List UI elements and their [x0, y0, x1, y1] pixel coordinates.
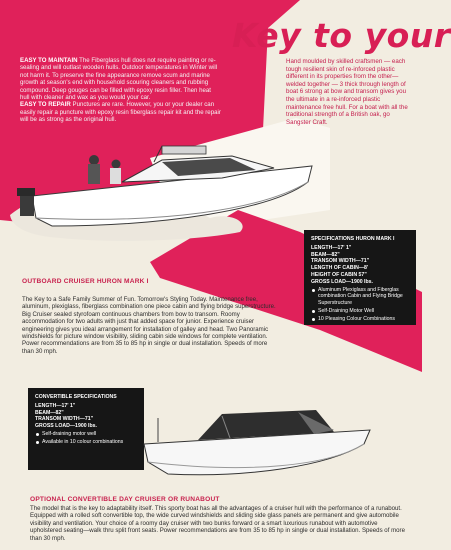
huron-spec-bullet: Self-Draining Motor Well — [311, 308, 409, 315]
huron-spec-line: GROSS LOAD—1900 lbs. — [311, 278, 373, 285]
convertible-heading: OPTIONAL CONVERTIBLE DAY CRUISER OR RUNABOUT — [30, 496, 220, 503]
page-title: Key to your — [232, 16, 451, 55]
huron-spec-line: HEIGHT OF CABIN 57" — [311, 271, 367, 278]
maintain-text: The Fiberglass hull does not require painting or re-sealing and will outlast wooden hulls. Outdoor temperatures in Winter will not harm it. To preserve the fine appearance remove scum and marine growth at season's end with household scouring cleaners and rubbing compound. Deep gouges can be filled with epoxy resin filler. Then heat hull with cleaner and wax as you would your car. — [20, 57, 218, 102]
huron-spec-bullet: Aluminum Plexiglass and Fiberglas combination Cabin and Flying Bridge Superstructure — [311, 287, 409, 307]
repair-text: Punctures are rare. However, you or your dealer can easily repair a puncture with epoxy resin fiberglass repair kit and the repair will be as strong as the original hull. — [20, 101, 221, 124]
cruiser-boat-photo — [12, 126, 324, 238]
huron-spec-line: LENGTH OF CABIN—8' — [311, 265, 369, 272]
convertible-description: The model that is the key to adaptability itself. This sporty boat has all the advantages of a cruiser hull with the performance of a runabout. Equipped with a rolled soft convertible top, the wide curved windshields and sliding side glass panels are permanent and give automobile visibility and ventilation. Your choice of a roomy day cruiser with two bunks forward or a smart luxurious runabout with automotive upholstered seating—walk thru split front seats. Power recommendations are from 35 to 85 hp in single or dual installation. Speeds of more than 30 mph. — [30, 505, 405, 542]
convertible-spec-box — [28, 388, 144, 470]
cruiser-description: The Key to a Safe Family Summer of Fun. Tomorrow's Styling Today. Maintenance free, aluminum, plexiglass, fiberglass combination one piece cabin and flying bridge superstructure. Big Cruiser sealed styrofoam continuous chambers from bow to transom. Roomy accommodation for two adults with just that added space for junior. Experience cruiser engineering gives you ideal arrangement for installation of galley and head. Two Panoramic windshields for picture window visibility, sliding cabin side windows for complete ventilation. Power recommendations are from 35 to 85 hp in single or dual installation. Speeds of more than 30 mph. — [22, 296, 276, 355]
intro-paragraph — [20, 57, 222, 124]
convertible-boat-photo — [138, 400, 376, 482]
convertible-spec-bullet: Available in 10 colour combinations — [35, 439, 137, 446]
maintain-heading: EASY TO MAINTAIN — [20, 57, 78, 64]
huron-spec-heading: SPECIFICATIONS HURON MARK I — [311, 236, 395, 242]
convertible-spec-line: TRANSOM WIDTH—71" — [35, 416, 94, 423]
huron-spec-line: TRANSOM WIDTH—71" — [311, 258, 370, 265]
convertible-spec-line: BEAM—82" — [35, 409, 64, 416]
huron-spec-line: LENGTH—17' 1" — [311, 244, 352, 251]
huron-spec-line: BEAM—82" — [311, 251, 340, 258]
convertible-spec-bullet: Self-draining motor well — [35, 431, 137, 438]
convertible-spec-line: GROSS LOAD—1900 lbs. — [35, 423, 97, 430]
repair-heading: EASY TO REPAIR — [20, 101, 71, 109]
hand-moulded-text: Hand moulded by skilled craftsmen — each tough resilient skin of re-inforced plastic different in its properties from the other—welded together — 3 thick through length of boat 6 strong at bow and transom gives you the ultimate in a re-inforced plastic maintenance free hull. For a boat with all the traditional strength of a British oak, go Sangster Craft. — [286, 58, 408, 126]
convertible-spec-heading: CONVERTIBLE SPECIFICATIONS — [35, 394, 117, 400]
huron-spec-bullet: 10 Pleasing Colour Combinations — [311, 316, 409, 323]
huron-spec-box — [304, 230, 416, 325]
cruiser-heading: OUTBOARD CRUISER HURON MARK I — [22, 278, 149, 285]
convertible-spec-line: LENGTH—17' 1" — [35, 402, 76, 409]
